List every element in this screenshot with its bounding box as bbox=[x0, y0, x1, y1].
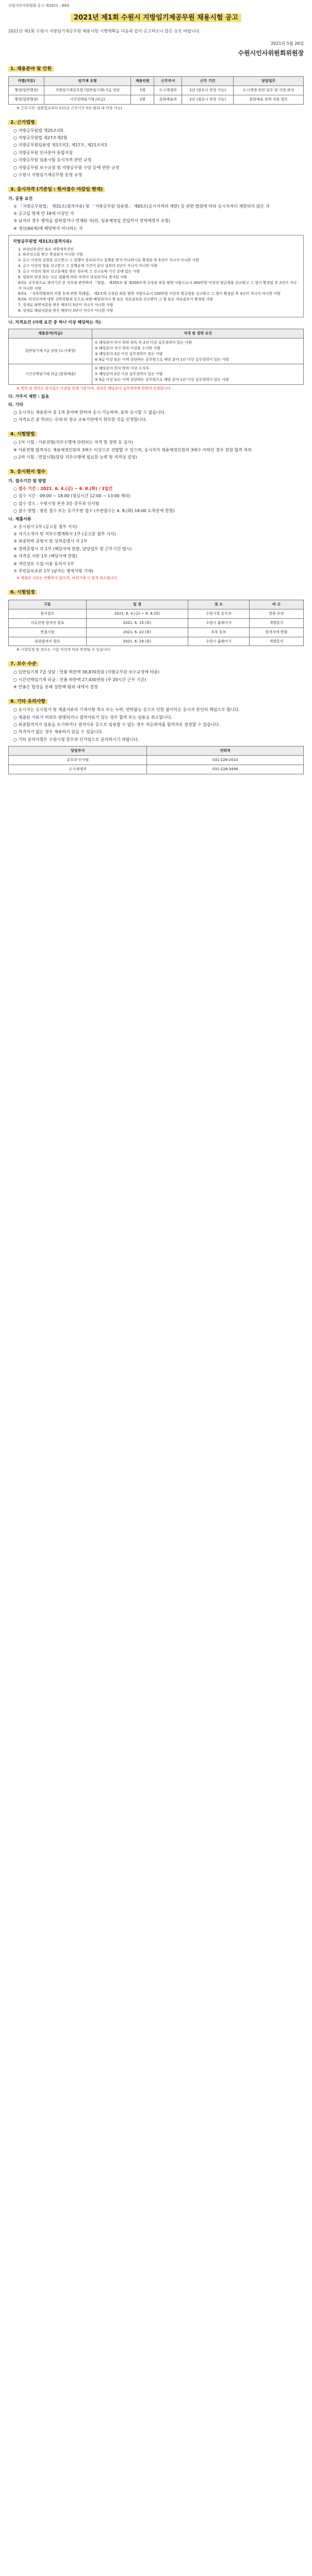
contact-header-cell: 담당부서 bbox=[9, 747, 147, 756]
section-7-title-text: 7. 보수 수준 bbox=[8, 662, 39, 667]
table-row bbox=[9, 618, 304, 628]
table-row bbox=[9, 756, 304, 765]
section-4-title-text: 4. 시험방법 bbox=[8, 432, 37, 437]
recruit-header-cell: 근무부서 bbox=[154, 77, 182, 86]
application-method: ○ 접수 방법 : 방문 접수 또는 등기우편 접수 (우편접수는 6. 8.(화) 18:00 도착분에 한함) bbox=[13, 508, 175, 513]
qualification-cell: ① 해당분야 학사 학위 취득 후 2년 이상 실무경력이 있는 사람 ② 해당분야 석사 학위 이상을 소지한 사람 ③ 해당분야 3년 이상 실무경력이 있는 사람 ④ 8급 이상 또는 이에 상당하는 공무원으로 해당 분야 1년 이상 실무경력이 있는 사람 bbox=[92, 338, 304, 364]
table-row bbox=[9, 95, 304, 104]
residence-lead: 다. 거주지 제한 : 없음 bbox=[8, 394, 50, 399]
docs-warning: ※ 제출된 서류는 반환하지 않으며, 허위기재 시 합격 취소됩니다. bbox=[17, 576, 119, 581]
recruit-cell: 2년 (필요시 연장 가능) bbox=[182, 86, 234, 95]
etc-lead: 라. 기타 bbox=[8, 402, 24, 408]
law-item: ○ 지방공무원 보수규정 및 지방공무원 수당 등에 관한 규정 bbox=[13, 165, 120, 170]
schedule-cell: 2021. 6. 4.(금) ~ 6. 8.(화) bbox=[86, 609, 188, 619]
disqualification-list bbox=[13, 247, 299, 314]
section-8-title bbox=[8, 699, 304, 706]
law-item: ○ 지방공무원 인사분야 통합지침 bbox=[13, 150, 73, 155]
recruit-cell: 행정(일반행정) bbox=[9, 95, 44, 104]
recruit-cell: 문화예술과 bbox=[154, 95, 182, 104]
salary-item: ※ 연봉은 협상을 통해 상한액 범위 내에서 결정 bbox=[13, 684, 98, 689]
section-6-title-text: 6. 시험일정 bbox=[8, 590, 37, 595]
disqualification-title: 지방공무원법 제31조(결격사유) bbox=[13, 239, 72, 244]
law-list bbox=[8, 128, 304, 179]
caution-item: ○ 적격자가 없는 경우 채용하지 않을 수 있습니다. bbox=[13, 730, 104, 735]
recruit-cell: 행정(일반행정) bbox=[9, 86, 44, 95]
table-row bbox=[9, 765, 304, 774]
schedule-header-cell: 구분 bbox=[9, 600, 87, 609]
doc-item: ④ 경력증명서 각 1부 (해당자에 한함, 담당업무 및 근무기간 명시) bbox=[13, 546, 132, 551]
qualification-table bbox=[8, 329, 304, 385]
doc-item: ① 응시원서 1부 (공고문 첨부 서식) bbox=[13, 524, 77, 529]
recruit-header-cell: 근무 기간 bbox=[182, 77, 234, 86]
recruit-note: ※ 근무기간: 임용일로부터 2년(총 근무기간 5년 범위 내 연장 가능) bbox=[17, 106, 122, 110]
notice-title bbox=[8, 13, 304, 23]
etc-item: ○ 자격요건 중 학위는 국내·외 정규 교육기관에서 취득한 것을 인정합니다. bbox=[13, 417, 147, 422]
recruit-cell: 2년 (필요시 연장 가능) bbox=[182, 95, 234, 104]
common-req-lead: 가. 공통 요건 bbox=[8, 196, 33, 201]
schedule-cell: 2021. 6. 29.(화) bbox=[86, 637, 188, 646]
law-item: ○ 수원시 지방임기제공무원 운영 규정 bbox=[13, 172, 83, 177]
table-row bbox=[9, 364, 304, 385]
caution-item: ○ 응시자는 응시원서 및 제출서류의 기재사항 착오 또는 누락, 연락불능 등으로 인한 불이익은 응시자 본인의 책임으로 합니다. bbox=[13, 707, 240, 713]
docs-list bbox=[8, 524, 304, 575]
recruit-cell: 문화예술 정책 지원 업무 bbox=[234, 95, 304, 104]
schedule-cell: 2021. 6. 15.(화) bbox=[86, 618, 188, 628]
section-2-title bbox=[8, 120, 304, 127]
schedule-cell: 면접시험 bbox=[9, 628, 87, 637]
section-1-title bbox=[8, 66, 304, 73]
table-row bbox=[9, 609, 304, 619]
schedule-cell: 방문·우편 bbox=[249, 609, 303, 619]
section-8-title-text: 8. 기타 유의사항 bbox=[8, 699, 47, 704]
doc-item: ⑤ 자격증 사본 1부 (해당자에 한함) bbox=[13, 554, 77, 559]
disqualification-item: 6. 법원의 판결 또는 다른 법률에 따라 자격이 상실되거나 정지된 사람 bbox=[18, 275, 127, 279]
disqualification-item: 2. 파산선고를 받고 복권되지 아니한 사람 bbox=[18, 252, 83, 257]
law-item: ○ 지방공무원임용령 제3조의2, 제17조, 제21조의3 bbox=[13, 143, 107, 148]
disqualification-item: 6의3. 「성폭력범죄의 처벌 등에 관한 특례법」 제2조에 규정된 죄를 범한 사람으로서 100만원 이상의 벌금형을 선고받고 그 형이 확정된 후 3년이 지나지 아니한 사람 bbox=[18, 292, 281, 296]
etc-list bbox=[8, 410, 304, 423]
section-2-title-text: 2. 근거법령 bbox=[8, 120, 37, 125]
recruit-header-cell: 담당업무 bbox=[234, 77, 304, 86]
disqualification-item: 1. 피성년후견인 또는 피한정후견인 bbox=[18, 247, 74, 251]
schedule-cell: 합격자에 한함 bbox=[249, 628, 303, 637]
section-3-title-text: 3. 응시자격 (기준일 : 원서접수 마감일 현재) bbox=[8, 187, 105, 192]
title-text: 2021년 제1회 수원시 지방임기제공무원 채용시험 공고 bbox=[71, 13, 241, 22]
notice-date: 2021년 5월 26일 bbox=[271, 41, 304, 46]
qualification-header-cell: 자격 및 경력 요건 bbox=[92, 329, 304, 338]
recruit-cell: 도시재생 관련 업무 및 사업 관리 bbox=[234, 86, 304, 95]
recruit-header-cell: 직렬(직류) bbox=[9, 77, 44, 86]
qualification-cell: ① 해당분야 학사 학위 이상 소지자 ② 해당분야 2년 이상 실무경력이 있는 사람 ③ 9급 이상 또는 이에 상당하는 공무원으로 해당 분야 1년 이상 실무경력이 있는 사람 bbox=[92, 364, 304, 385]
schedule-cell: 서류전형 합격자 발표 bbox=[9, 618, 87, 628]
common-req-item: ① 「지방공무원법」 제31조(결격사유) 및 「지방공무원 임용령」 제65조(응시자격의 제한) 등 관련 법령에 따라 응시자격이 제한되지 않은 자 bbox=[13, 204, 270, 209]
doc-item: ⑥ 개인정보 수집·이용 동의서 1부 bbox=[13, 561, 74, 566]
caution-list bbox=[8, 707, 304, 743]
application-time: ○ 접수 시간 : 09:00 ~ 18:00 (점심시간 12:00 ~ 13:00 제외) bbox=[13, 494, 130, 499]
schedule-table bbox=[8, 600, 304, 646]
disqualification-item: 4. 금고 이상의 형을 선고받고 그 집행유예 기간이 끝난 날부터 2년이 지나지 아니한 사람 bbox=[18, 264, 157, 268]
recruit-cell: 시간선택임기제 (라급) bbox=[44, 95, 131, 104]
recruit-cell: 지방임기제공무원 (일반임기제) 7급 상당 bbox=[44, 86, 131, 95]
table-row bbox=[9, 637, 304, 646]
section-3-title bbox=[8, 187, 304, 194]
recruit-cell: 도시재생과 bbox=[154, 86, 182, 95]
docs-lead: 나. 제출서류 bbox=[8, 517, 31, 522]
section-1-title-text: 1. 채용분야 및 인원 bbox=[8, 66, 54, 72]
salary-item: ○ 시간선택임기제 라급 : 연봉 하한액 27,430천원 (주 20시간 근무 기준) bbox=[13, 677, 146, 682]
law-item: ○ 지방공무원법 제27조제2항 bbox=[13, 135, 68, 140]
schedule-header-cell: 비 고 bbox=[249, 600, 303, 609]
section-4-title bbox=[8, 431, 304, 438]
schedule-cell: 추후 통보 bbox=[188, 628, 250, 637]
schedule-cell: 2021. 6. 22.(화) bbox=[86, 628, 188, 637]
disqualification-item: 6의4. 미성년자에 대한 성폭력범죄 등으로 파면·해임되거나 형 또는 치료감호를 선고받아 그 형 또는 치료감호가 확정된 사람 bbox=[18, 297, 214, 302]
section-5-title-text: 5. 응시원서 접수 bbox=[8, 469, 47, 474]
exam-method-item: ※ 서류전형 합격자는 채용예정인원의 3배수 이상으로 선발할 수 있으며, 응시자가 채용예정인원의 3배수 이하인 경우 전원 합격 처리 bbox=[13, 447, 252, 452]
contact-header-cell: 연락처 bbox=[147, 747, 304, 756]
schedule-cell: 개별통지 bbox=[249, 637, 303, 646]
issuer: 수원시인사위원회위원장 bbox=[238, 49, 304, 57]
schedule-cell: 수원시청 총무과 bbox=[188, 609, 250, 619]
recruit-header-cell: 채용인원 bbox=[131, 77, 154, 86]
caution-item: ○ 최종합격자가 임용을 포기하거나 결격사유 등으로 임용할 수 없는 경우 차순위자를 합격자로 결정할 수 있습니다. bbox=[13, 722, 220, 727]
qualification-cell: 시간선택임기제 라급 (문화예술) bbox=[9, 364, 92, 385]
contact-table bbox=[8, 746, 304, 774]
schedule-cell: 원서접수 bbox=[9, 609, 87, 619]
qualification-note: ※ 학위 및 경력은 원서접수 마감일 현재 기준이며, 경력은 해당분야 실무경력에 한하여 인정합니다. bbox=[17, 386, 172, 391]
application-place: ○ 접수 장소 : 수원시청 본관 3층 총무과 인사팀 bbox=[13, 501, 100, 506]
caution-item: ○ 기타 문의사항은 수원시청 총무과 인사팀으로 문의하시기 바랍니다. bbox=[13, 737, 139, 742]
disqualification-item: 7. 징계로 파면처분을 받은 때부터 5년이 지나지 아니한 사람 bbox=[18, 303, 113, 308]
disqualification-item: 6의2. 공무원으로 재직기간 중 직무와 관련하여 「형법」 제355조 및 제356조에 규정된 죄를 범한 사람으로서 300만원 이상의 벌금형을 선고받고 그 형이 확정된 후 2년이 지나지 아니한 사람 bbox=[18, 280, 297, 291]
salary-item: ○ 일반임기제 7급 상당 : 연봉 하한액 38,870천원 (지방공무원 보수규정에 따름) bbox=[13, 670, 160, 675]
schedule-cell: 수원시 홈페이지 bbox=[188, 618, 250, 628]
disqualification-item: 3. 금고 이상의 실형을 선고받고 그 집행이 종료되거나 집행을 받지 아니하기로 확정된 후 5년이 지나지 아니한 사람 bbox=[18, 258, 200, 263]
disqualification-box bbox=[8, 235, 304, 317]
disqualification-item: 5. 금고 이상의 형의 선고유예를 받은 경우에 그 선고유예 기간 중에 있는 사람 bbox=[18, 269, 140, 274]
recruit-cell: 1명 bbox=[131, 95, 154, 104]
schedule-cell: 최종합격자 발표 bbox=[9, 637, 87, 646]
contact-cell: 총무과 인사팀 bbox=[9, 756, 147, 765]
schedule-cell: 수원시 홈페이지 bbox=[188, 637, 250, 646]
contact-cell: 도시재생과 bbox=[9, 765, 147, 774]
recruit-header-cell: 임기제 유형 bbox=[44, 77, 131, 86]
qualification-header-cell: 채용분야(직급) bbox=[9, 329, 92, 338]
schedule-header-cell: 일 정 bbox=[86, 600, 188, 609]
notice-number: 수원시인사위원회 공고 제2021 - 89호 bbox=[8, 4, 70, 8]
application-lead: 가. 접수기간 및 방법 bbox=[8, 479, 46, 484]
section-7-title bbox=[8, 661, 304, 668]
table-row bbox=[9, 86, 304, 95]
doc-item: ③ 최종학력 증명서 및 성적증명서 각 1부 bbox=[13, 539, 88, 544]
common-req-item: ④ 정년(60세)에 해당하지 아니하는 자 bbox=[13, 226, 83, 231]
recruit-cell: 1명 bbox=[131, 86, 154, 95]
doc-item: ⑦ 주민등록초본 1부 (남자는 병적사항 기재) bbox=[13, 569, 93, 574]
exam-method-item: ○ 1차 시험 : 서류전형(직무수행에 관련되는 자격 및 경력 등 심사) bbox=[13, 440, 133, 445]
table-row bbox=[9, 338, 304, 364]
doc-item: ② 자기소개서 및 직무수행계획서 1부 (공고문 첨부 서식) bbox=[13, 532, 116, 537]
section-6-title bbox=[8, 589, 304, 597]
schedule-header-cell: 장 소 bbox=[188, 600, 250, 609]
qualification-cell: 일반임기제 7급 상당 (도시재생) bbox=[9, 338, 92, 364]
section-5-title bbox=[8, 469, 304, 476]
common-req-item: ③ 남자의 경우 병역을 필하였거나 면제된 자(단, 임용예정일 전일까지 전역예정자 포함) bbox=[13, 218, 171, 224]
caution-item: ○ 제출된 서류가 허위로 판명되거나 결격사유가 있는 경우 합격 또는 임용을 취소합니다. bbox=[13, 715, 172, 720]
qualification-lead: 나. 자격요건 (아래 요건 중 하나 이상 해당하는 자) bbox=[8, 319, 101, 325]
application-period: ○ 접수 기간 : 2021. 6. 4.(금) ~ 6. 8.(화) / 3일간 bbox=[13, 486, 113, 491]
salary-list bbox=[8, 669, 304, 690]
intro-text: 2021년 제1회 수원시 지방임기제공무원 채용시험 시행계획을 다음과 같이 공고하오니 많은 응모 바랍니다. bbox=[8, 28, 201, 33]
law-item: ○ 지방공무원법 제25조의5 bbox=[13, 128, 63, 133]
disqualification-item: 8. 징계로 해임처분을 받은 때부터 3년이 지나지 아니한 사람 bbox=[18, 308, 113, 313]
law-item: ○ 지방공무원 임용시험 응시자격 관련 규정 bbox=[13, 158, 92, 163]
contact-cell: 031-228-3456 bbox=[147, 765, 304, 774]
etc-item: ○ 응시자는 채용분야 중 1개 분야에 한하여 응시 가능하며, 중복 응시할 수 없습니다. bbox=[13, 410, 166, 415]
schedule-cell: 개별통지 bbox=[249, 618, 303, 628]
common-req-item: ② 공고일 현재 만 18세 이상인 자 bbox=[13, 211, 74, 216]
exam-method-item: ○ 2차 시험 : 면접시험(담당 직무수행에 필요한 능력 및 적격성 검정) bbox=[13, 455, 137, 460]
recruit-table bbox=[8, 76, 304, 105]
schedule-note: ※ 시험일정 및 장소는 시험 여건에 따라 변경될 수 있습니다. bbox=[17, 648, 111, 652]
common-req-list bbox=[8, 204, 304, 232]
contact-cell: 031-228-2010 bbox=[147, 756, 304, 765]
exam-method-list bbox=[8, 439, 304, 461]
table-row bbox=[9, 628, 304, 637]
